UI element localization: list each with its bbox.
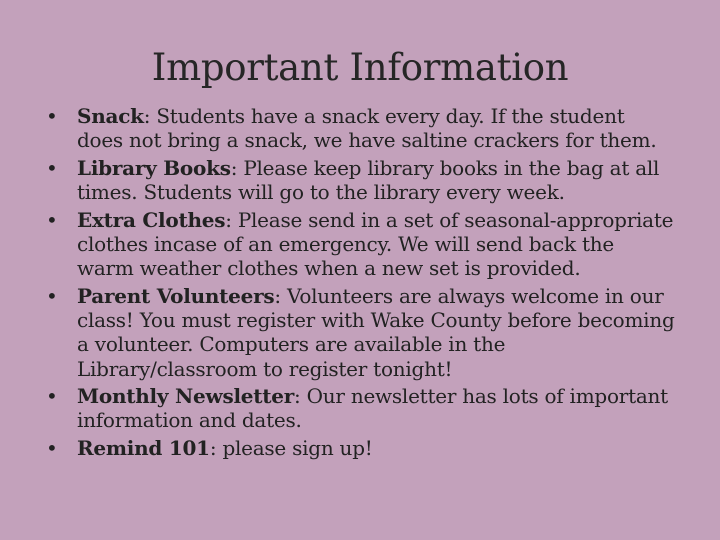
item-term: Library Books bbox=[77, 155, 231, 180]
bullet-icon: • bbox=[46, 155, 58, 180]
item-text: : Volunteers are always welcome in our class! You must register with Wake County before becoming a volunteer. Computers are available in the Library/classroom to register tonight! bbox=[77, 283, 675, 381]
list-item-extra-clothes bbox=[46, 208, 676, 281]
item-term: Extra Clothes bbox=[77, 207, 226, 232]
bullet-icon: • bbox=[46, 207, 58, 232]
item-text: : please sign up! bbox=[209, 436, 373, 461]
list-item-snack bbox=[46, 104, 676, 152]
item-term: Monthly Newsletter bbox=[77, 384, 295, 409]
item-text: : Please keep library books in the bag at all times. Students will go to the library every week. bbox=[77, 155, 660, 205]
item-term: Remind 101 bbox=[77, 436, 210, 461]
bullet-icon: • bbox=[46, 384, 58, 409]
bullet-icon: • bbox=[46, 104, 58, 128]
item-text: : Please send in a set of seasonal-appropriate clothes incase of an emergency. We will send back the warm weather clothes when a new set is provided. bbox=[77, 207, 674, 281]
item-text: : Students have a snack every day. If the student does not bring a snack, we have saltine crackers for them. bbox=[77, 104, 657, 153]
list-item-remind-101 bbox=[46, 436, 676, 460]
item-term: Snack bbox=[77, 104, 144, 128]
bullet-icon: • bbox=[46, 436, 58, 461]
list-item-library-books bbox=[46, 156, 676, 204]
bullet-icon: • bbox=[46, 283, 58, 308]
list-item-monthly-newsletter bbox=[46, 384, 676, 432]
item-text: : Our newsletter has lots of important information and dates. bbox=[77, 384, 668, 433]
bullet-list bbox=[46, 104, 676, 464]
slide-title: Important Information bbox=[151, 46, 569, 89]
list-item-parent-volunteers bbox=[46, 284, 676, 381]
item-term: Parent Volunteers bbox=[77, 283, 275, 308]
